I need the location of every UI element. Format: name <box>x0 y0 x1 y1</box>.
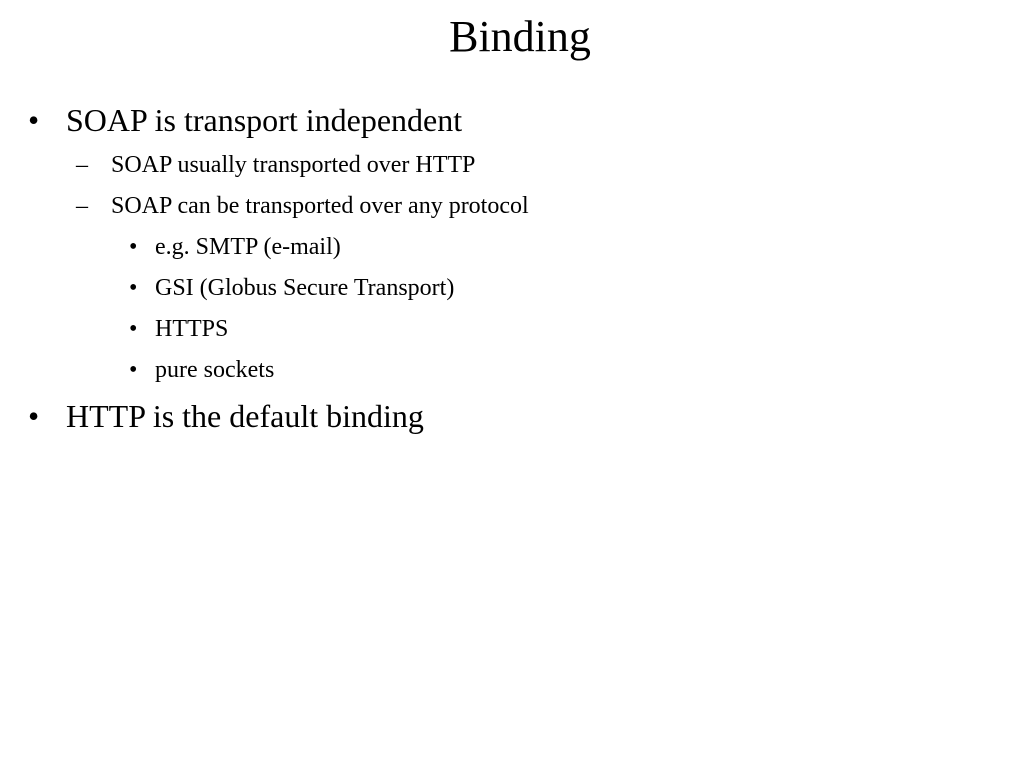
bullet-marker: • <box>129 316 138 342</box>
bullet-text: SOAP is transport independent <box>66 102 463 138</box>
nested-bullet-text: pure sockets <box>155 357 275 383</box>
nested-bullet-text: e.g. SMTP (e-mail) <box>155 234 341 260</box>
bullet-marker: • <box>129 234 138 260</box>
sub-bullet-text: SOAP can be transported over any protocol <box>111 193 529 219</box>
slide-title: Binding <box>449 12 591 61</box>
bullet-marker: • <box>28 398 40 434</box>
nested-bullet-text: HTTPS <box>155 316 229 342</box>
dash-marker: – <box>76 193 88 219</box>
dash-marker: – <box>76 152 88 178</box>
bullet-marker: • <box>129 357 138 383</box>
bullet-marker: • <box>28 102 40 138</box>
nested-bullet-text: GSI (Globus Secure Transport) <box>155 275 455 301</box>
bullet-marker: • <box>129 275 138 301</box>
bullet-text: HTTP is the default binding <box>66 398 424 434</box>
sub-bullet-text: SOAP usually transported over HTTP <box>111 152 476 178</box>
